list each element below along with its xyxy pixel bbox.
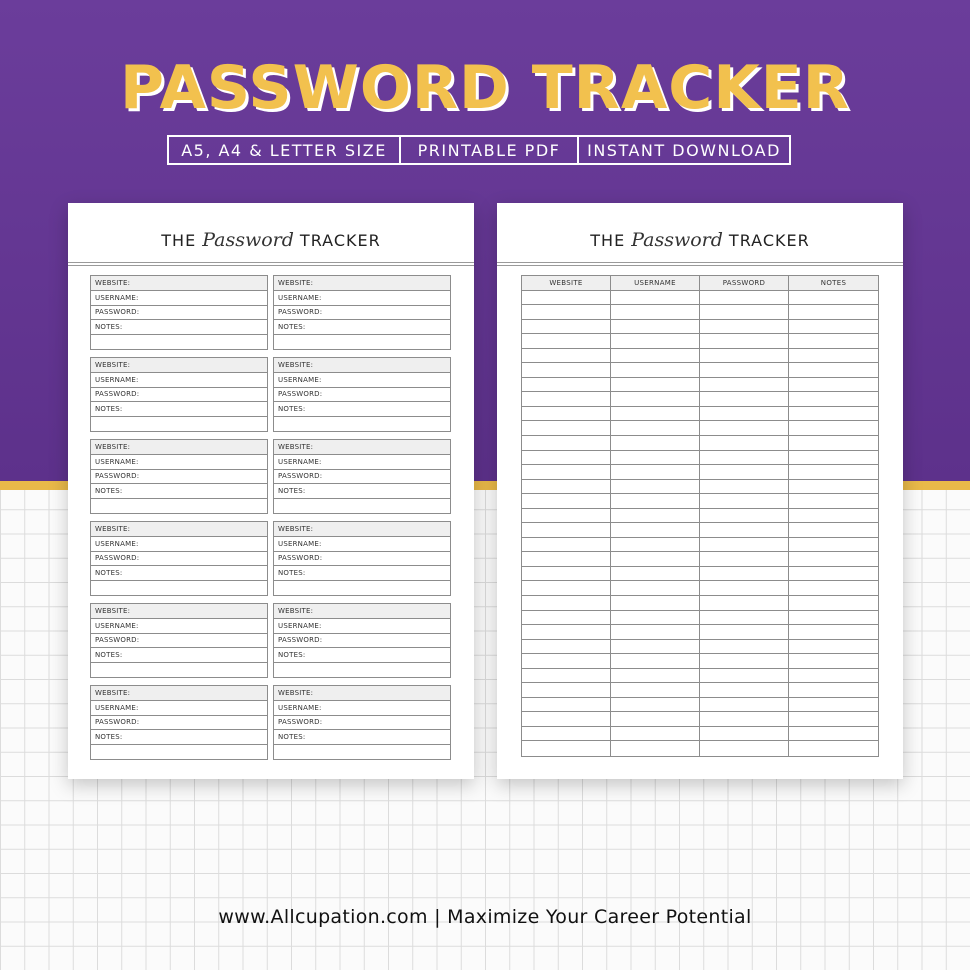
table-cell bbox=[522, 712, 611, 727]
table-cell bbox=[522, 291, 611, 306]
card-field-row: WEBSITE: bbox=[274, 276, 450, 290]
table-cell bbox=[700, 349, 789, 364]
header-rule bbox=[497, 262, 903, 266]
card-field-row: NOTES: bbox=[274, 483, 450, 498]
entry-card bbox=[90, 357, 268, 432]
table-cell bbox=[789, 669, 878, 684]
footer-text: www.Allcupation.com | Maximize Your Career Potential bbox=[218, 906, 752, 928]
table-cell bbox=[789, 567, 878, 582]
page-header bbox=[497, 229, 903, 251]
table-cell bbox=[611, 552, 700, 567]
header-rule bbox=[68, 262, 474, 266]
card-field-row: PASSWORD: bbox=[274, 387, 450, 402]
entry-card bbox=[273, 275, 451, 350]
card-field-row: WEBSITE: bbox=[274, 440, 450, 454]
card-field-row: USERNAME: bbox=[91, 700, 267, 715]
table-cell bbox=[700, 538, 789, 553]
card-field-row: USERNAME: bbox=[91, 290, 267, 305]
table-cell bbox=[700, 596, 789, 611]
table-cell bbox=[522, 625, 611, 640]
card-field-row: USERNAME: bbox=[274, 618, 450, 633]
table-cell bbox=[611, 334, 700, 349]
card-field-row: NOTES: bbox=[274, 647, 450, 662]
table-cell bbox=[522, 334, 611, 349]
table-cell bbox=[522, 523, 611, 538]
table-cell bbox=[611, 480, 700, 495]
badge-size: A5, A4 & LETTER SIZE bbox=[181, 140, 387, 160]
table-cell bbox=[522, 509, 611, 524]
entry-card bbox=[273, 603, 451, 678]
table-cell bbox=[789, 349, 878, 364]
header-prefix: THE bbox=[161, 231, 197, 250]
entry-card bbox=[90, 275, 268, 350]
table-cell bbox=[522, 363, 611, 378]
table-cell bbox=[611, 494, 700, 509]
table-cell bbox=[789, 712, 878, 727]
card-field-row: USERNAME: bbox=[91, 618, 267, 633]
table-cell bbox=[700, 392, 789, 407]
card-field-row: WEBSITE: bbox=[91, 604, 267, 618]
table-cell bbox=[789, 407, 878, 422]
table-cell bbox=[789, 392, 878, 407]
table-cell bbox=[789, 378, 878, 393]
table-cell bbox=[611, 363, 700, 378]
card-field-row bbox=[91, 580, 267, 595]
entry-card bbox=[273, 685, 451, 760]
table-cell bbox=[522, 611, 611, 626]
table-header-cell: WEBSITE bbox=[522, 276, 611, 291]
table-cell bbox=[522, 451, 611, 466]
card-field-row: WEBSITE: bbox=[91, 440, 267, 454]
table-cell bbox=[522, 407, 611, 422]
table-cell bbox=[611, 727, 700, 742]
table-cell bbox=[789, 552, 878, 567]
table-cell bbox=[611, 349, 700, 364]
table-cell bbox=[611, 683, 700, 698]
card-field-row bbox=[274, 744, 450, 759]
table-cell bbox=[789, 727, 878, 742]
card-field-row: PASSWORD: bbox=[91, 387, 267, 402]
table-cell bbox=[611, 654, 700, 669]
table-cell bbox=[789, 480, 878, 495]
card-field-row: WEBSITE: bbox=[274, 604, 450, 618]
card-field-row: USERNAME: bbox=[274, 290, 450, 305]
table-cell bbox=[789, 451, 878, 466]
card-field-row bbox=[91, 498, 267, 513]
table-cell bbox=[522, 552, 611, 567]
table-cell bbox=[789, 494, 878, 509]
card-field-row: PASSWORD: bbox=[274, 551, 450, 566]
table-cell bbox=[611, 669, 700, 684]
card-field-row: USERNAME: bbox=[91, 372, 267, 387]
table-cell bbox=[522, 698, 611, 713]
card-field-row: PASSWORD: bbox=[91, 469, 267, 484]
table-cell bbox=[789, 291, 878, 306]
table-cell bbox=[522, 378, 611, 393]
table-cell bbox=[789, 698, 878, 713]
table-layout-page bbox=[497, 203, 903, 779]
table-cell bbox=[611, 378, 700, 393]
table-cell bbox=[611, 305, 700, 320]
table-cell bbox=[522, 741, 611, 756]
card-field-row: NOTES: bbox=[274, 565, 450, 580]
table-cell bbox=[611, 392, 700, 407]
table-cell bbox=[700, 494, 789, 509]
header-prefix: THE bbox=[590, 231, 626, 250]
table-cell bbox=[789, 611, 878, 626]
password-table bbox=[521, 275, 879, 757]
card-field-row bbox=[274, 580, 450, 595]
table-cell bbox=[700, 654, 789, 669]
table-cell bbox=[522, 349, 611, 364]
table-cell bbox=[522, 538, 611, 553]
card-field-row: PASSWORD: bbox=[91, 551, 267, 566]
card-field-row: NOTES: bbox=[91, 729, 267, 744]
card-layout-page bbox=[68, 203, 474, 779]
table-cell bbox=[611, 611, 700, 626]
card-field-row: PASSWORD: bbox=[274, 715, 450, 730]
table-cell bbox=[700, 378, 789, 393]
table-cell bbox=[522, 480, 611, 495]
table-cell bbox=[700, 611, 789, 626]
table-cell bbox=[789, 523, 878, 538]
card-field-row bbox=[91, 334, 267, 349]
table-cell bbox=[611, 581, 700, 596]
main-title: PASSWORD TRACKER bbox=[120, 53, 850, 123]
table-cell bbox=[522, 640, 611, 655]
card-field-row: PASSWORD: bbox=[274, 633, 450, 648]
table-cell bbox=[611, 698, 700, 713]
table-cell bbox=[700, 640, 789, 655]
table-cell bbox=[700, 291, 789, 306]
badge-download: INSTANT DOWNLOAD bbox=[577, 137, 789, 163]
card-field-row: WEBSITE: bbox=[274, 358, 450, 372]
header-suffix: TRACKER bbox=[728, 231, 810, 250]
card-field-row: PASSWORD: bbox=[274, 305, 450, 320]
table-cell bbox=[700, 552, 789, 567]
card-field-row: NOTES: bbox=[274, 319, 450, 334]
table-cell bbox=[789, 683, 878, 698]
table-cell bbox=[789, 654, 878, 669]
card-field-row: WEBSITE: bbox=[91, 522, 267, 536]
table-cell bbox=[611, 741, 700, 756]
table-cell bbox=[789, 581, 878, 596]
card-field-row: PASSWORD: bbox=[91, 633, 267, 648]
card-field-row: USERNAME: bbox=[274, 536, 450, 551]
table-cell bbox=[522, 305, 611, 320]
table-cell bbox=[700, 320, 789, 335]
entry-card bbox=[90, 603, 268, 678]
table-cell bbox=[611, 509, 700, 524]
table-cell bbox=[611, 436, 700, 451]
table-cell bbox=[789, 363, 878, 378]
card-field-row: PASSWORD: bbox=[91, 305, 267, 320]
table-cell bbox=[700, 334, 789, 349]
table-header-cell: NOTES bbox=[789, 276, 878, 291]
card-field-row: WEBSITE: bbox=[274, 686, 450, 700]
table-cell bbox=[611, 465, 700, 480]
card-field-row: NOTES: bbox=[91, 565, 267, 580]
table-cell bbox=[700, 581, 789, 596]
card-field-row: USERNAME: bbox=[91, 536, 267, 551]
page-header bbox=[68, 229, 474, 251]
entry-card-grid bbox=[90, 275, 450, 760]
table-cell bbox=[789, 625, 878, 640]
table-cell bbox=[789, 320, 878, 335]
table-cell bbox=[789, 465, 878, 480]
card-field-row: NOTES: bbox=[91, 401, 267, 416]
table-cell bbox=[522, 436, 611, 451]
table-cell bbox=[522, 465, 611, 480]
table-cell bbox=[700, 363, 789, 378]
table-cell bbox=[700, 523, 789, 538]
table-cell bbox=[789, 640, 878, 655]
card-field-row bbox=[91, 744, 267, 759]
table-cell bbox=[700, 727, 789, 742]
feature-badges bbox=[167, 135, 791, 165]
table-cell bbox=[611, 538, 700, 553]
card-field-row: NOTES: bbox=[91, 483, 267, 498]
table-cell bbox=[700, 625, 789, 640]
table-cell bbox=[611, 712, 700, 727]
entry-card bbox=[273, 439, 451, 514]
table-cell bbox=[611, 291, 700, 306]
table-cell bbox=[789, 305, 878, 320]
table-cell bbox=[700, 669, 789, 684]
table-cell bbox=[611, 523, 700, 538]
card-field-row: USERNAME: bbox=[274, 372, 450, 387]
table-cell bbox=[611, 407, 700, 422]
table-cell bbox=[700, 421, 789, 436]
table-cell bbox=[789, 421, 878, 436]
table-cell bbox=[789, 509, 878, 524]
entry-card bbox=[90, 685, 268, 760]
entry-card bbox=[90, 521, 268, 596]
table-cell bbox=[522, 392, 611, 407]
table-cell bbox=[700, 451, 789, 466]
table-cell bbox=[522, 727, 611, 742]
table-cell bbox=[611, 421, 700, 436]
table-cell bbox=[789, 741, 878, 756]
card-field-row: NOTES: bbox=[274, 729, 450, 744]
table-cell bbox=[700, 407, 789, 422]
table-header-cell: USERNAME bbox=[611, 276, 700, 291]
card-field-row: PASSWORD: bbox=[274, 469, 450, 484]
table-cell bbox=[611, 320, 700, 335]
card-field-row bbox=[274, 662, 450, 677]
table-cell bbox=[522, 567, 611, 582]
header-suffix: TRACKER bbox=[299, 231, 381, 250]
table-cell bbox=[700, 698, 789, 713]
table-cell bbox=[611, 567, 700, 582]
table-cell bbox=[700, 741, 789, 756]
table-cell bbox=[789, 436, 878, 451]
table-cell bbox=[522, 669, 611, 684]
table-cell bbox=[789, 334, 878, 349]
card-field-row bbox=[91, 662, 267, 677]
card-field-row: PASSWORD: bbox=[91, 715, 267, 730]
table-cell bbox=[700, 509, 789, 524]
table-cell bbox=[611, 451, 700, 466]
card-field-row: NOTES: bbox=[274, 401, 450, 416]
table-cell bbox=[522, 683, 611, 698]
table-cell bbox=[522, 581, 611, 596]
table-cell bbox=[611, 596, 700, 611]
table-cell bbox=[522, 320, 611, 335]
table-cell bbox=[700, 436, 789, 451]
badge-printable: PRINTABLE PDF bbox=[399, 137, 577, 163]
card-field-row: WEBSITE: bbox=[91, 276, 267, 290]
table-cell bbox=[700, 465, 789, 480]
table-cell bbox=[522, 654, 611, 669]
entry-card bbox=[273, 521, 451, 596]
table-cell bbox=[700, 567, 789, 582]
card-field-row: WEBSITE: bbox=[91, 686, 267, 700]
table-cell bbox=[522, 421, 611, 436]
card-field-row bbox=[274, 498, 450, 513]
table-header-cell: PASSWORD bbox=[700, 276, 789, 291]
table-cell bbox=[611, 625, 700, 640]
card-field-row bbox=[91, 416, 267, 431]
card-field-row: WEBSITE: bbox=[91, 358, 267, 372]
entry-card bbox=[90, 439, 268, 514]
table-cell bbox=[611, 640, 700, 655]
table-cell bbox=[789, 596, 878, 611]
card-field-row: NOTES: bbox=[91, 319, 267, 334]
table-cell bbox=[789, 538, 878, 553]
header-script: Password bbox=[631, 229, 723, 251]
card-field-row: USERNAME: bbox=[91, 454, 267, 469]
table-cell bbox=[700, 712, 789, 727]
table-cell bbox=[700, 305, 789, 320]
table-cell bbox=[522, 494, 611, 509]
card-field-row bbox=[274, 334, 450, 349]
table-cell bbox=[700, 480, 789, 495]
card-field-row: USERNAME: bbox=[274, 454, 450, 469]
card-field-row: WEBSITE: bbox=[274, 522, 450, 536]
header-script: Password bbox=[202, 229, 294, 251]
table-cell bbox=[700, 683, 789, 698]
table-cell bbox=[522, 596, 611, 611]
card-field-row: USERNAME: bbox=[274, 700, 450, 715]
card-field-row bbox=[274, 416, 450, 431]
entry-card bbox=[273, 357, 451, 432]
card-field-row: NOTES: bbox=[91, 647, 267, 662]
